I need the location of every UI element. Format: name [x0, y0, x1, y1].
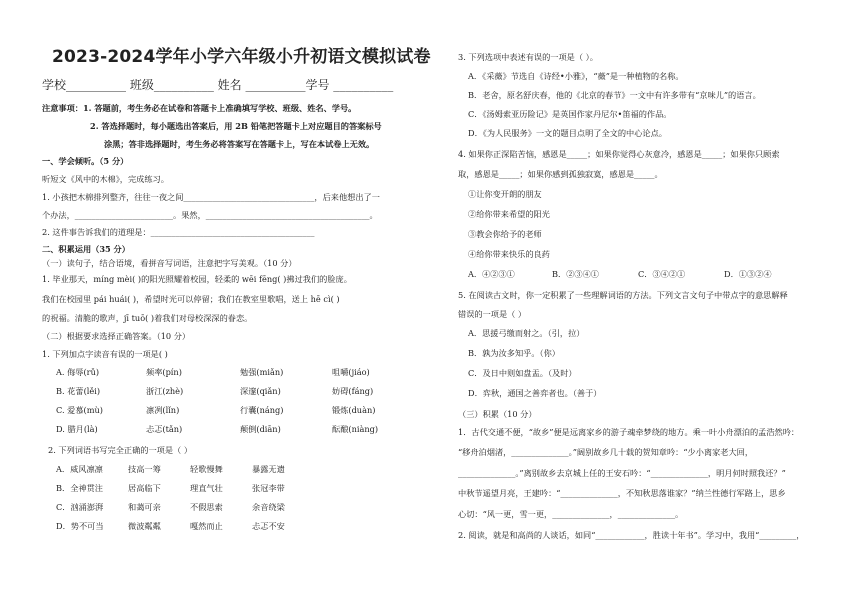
header-fields: 学校__________ 班级__________ 姓名 __________学号 __________	[42, 78, 394, 92]
q1-option: D. 腊月(là)	[56, 424, 98, 434]
q2-option: 张冠李带	[252, 483, 285, 493]
notes-line-2: 2. 答选择题时，每小题选出答案后，用 2B 铅笔把答题卡上对应题目的答案标号	[90, 121, 382, 131]
q4-option: A．④②③①	[468, 269, 515, 279]
question-4-line: 取，感恩是_____；如果你感到孤独寂寞，感恩是_____。	[458, 169, 663, 179]
q1-option: B. 花蕾(lěi)	[56, 386, 101, 396]
q2-option: D．势不可当	[56, 521, 104, 531]
q1-option: C. 爱慕(mù)	[56, 405, 103, 415]
q1-option: 频率(pín)	[146, 367, 182, 377]
q4-option: D．①③②④	[724, 269, 772, 279]
pinyin-line: 的祝福。清脆的歌声，jī tuō( )着我们对母校深深的眷恋。	[42, 313, 253, 323]
q2-option: 嘎然而止	[190, 521, 223, 531]
pinyin-line: 1. 毕业那天，míng mèi( )的阳光照耀着校园，轻柔的 wēi fēng( )拂过我们的脸庞。	[42, 274, 352, 284]
q5-option: C．及日中则如盘盂。（及时）	[468, 368, 577, 378]
q4-option: B．②③④①	[552, 269, 599, 279]
q2-option: 余音绕梁	[252, 502, 285, 512]
q1-option: 凛冽(lǐn)	[146, 405, 180, 415]
section1-line: 2. 这件事告诉我们的道理是：________________________________________	[42, 227, 315, 237]
q1-option: 酝酿(niàng)	[332, 424, 379, 434]
notes-line-3: 涂黑；答非选择题时，考生务必将答案写在答题卡上，写在本试卷上无效。	[104, 139, 375, 149]
pinyin-line: 我们在校园里 pái huái( )，希望时光可以停留；我们在教室里歌唱，送上 hē cì( )	[42, 294, 340, 304]
q3-option: A．《采薇》节选自《诗经•小雅》，“薇”是一种植物的名称。	[468, 71, 684, 81]
question-5-line: 5. 在阅读古文时，你一定积累了一些理解词语的方法。下列文言文句子中带点字的意思解释	[458, 290, 788, 300]
q1-options-grid	[56, 367, 416, 447]
q2-option: 暴露无遗	[252, 464, 285, 474]
q2-options-grid	[56, 464, 416, 544]
q3-option: C．《汤姆索亚历险记》是英国作家丹尼尔•笛福的作品。	[468, 109, 672, 119]
q2-option: B．全神贯注	[56, 483, 103, 493]
q2-option: 忐忑不安	[252, 521, 285, 531]
section3-line: “移舟泊烟渚，______________。”阔别故乡几十载的贺知章吟：“少小离家老大回，	[458, 447, 754, 457]
q1-option: 浙江(zhè)	[146, 386, 184, 396]
section1-line: 1. 小孩把木棉排列整齐，往往一夜之间________________________________，后来他想出了一	[42, 192, 380, 202]
q2-option: 技高一筹	[128, 464, 161, 474]
q2-option: A．威风凛凛	[56, 464, 103, 474]
section3-line: 心切：“风一更，雪一更，______________，______________。	[458, 509, 684, 519]
question-5-line: 错误的一项是（ ）	[458, 309, 527, 319]
q3-option: D．《为人民服务》一文的题目点明了全文的中心论点。	[468, 128, 667, 138]
q2-option: 不假思索	[190, 502, 223, 512]
question-1: 1. 下列加点字读音有误的一项是( )	[42, 349, 168, 359]
section3-line: ______________。”离别故乡去京城上任的王安石吟：“______________，明月何时照我还？”	[458, 468, 786, 478]
section2-heading: 二、积累运用（35 分）	[42, 244, 130, 254]
notes-line-1: 注意事项：1. 答题前，考生务必在试卷和答题卡上准确填写学校、班级、姓名、学号。	[42, 103, 357, 113]
q4-options-row	[468, 269, 848, 283]
section3-line: 1．古代交通不便，“故乡”便是远离家乡的游子魂牵梦绕的地方。乘一叶小舟漂泊的孟浩然吟：	[458, 427, 800, 437]
q2-option: 轻歌慢舞	[190, 464, 223, 474]
q4-item: ①让你变开朗的朋友	[468, 189, 542, 199]
q1-option: A. 侮辱(rǔ)	[56, 367, 100, 377]
q1-option: 深邃(qiǎn)	[240, 386, 281, 396]
q2-option: 和蔼可亲	[128, 502, 161, 512]
q2-option: 居高临下	[128, 483, 161, 493]
q1-option: 忐忑(tǎn)	[146, 424, 183, 434]
section3-sub: （三）积累（10 分）	[458, 409, 537, 419]
exam-title: 2023-2024学年小学六年级小升初语文模拟试卷	[52, 47, 431, 67]
section1-line: 个办法，________________________。果然，________________________________________。	[42, 210, 378, 220]
section3-line: 2. 阅读，就是和高尚的人谈话，如同“____________，胜读十年书”。学习中，我用“_________，	[458, 530, 805, 540]
q2-option: C．汹涌澎湃	[56, 502, 104, 512]
q4-item: ③教会你给予的老师	[468, 229, 542, 239]
q4-item: ②给你带来希望的阳光	[468, 209, 550, 219]
q4-option: C．③④②①	[638, 269, 686, 279]
section2-sub2: （二）根据要求选择正确答案。（10 分）	[42, 331, 191, 341]
q1-option: 锻炼(duàn)	[332, 405, 376, 415]
section3-line: 中秋节遥望月亮，王建吟：“______________，不知秋思落谁家？”纳兰性德行军路上，思乡	[458, 488, 786, 498]
q2-option: 微波粼粼	[128, 521, 161, 531]
q1-option: 咀嚼(jiáo)	[332, 367, 370, 377]
q5-option: B．孰为汝多知乎。（你）	[468, 348, 560, 358]
q1-option: 颠倒(diān)	[240, 424, 281, 434]
question-3: 3. 下列选项中表述有误的一项是（ ）。	[458, 52, 598, 62]
q1-option: 妨碍(fáng)	[332, 386, 374, 396]
q2-option: 理直气壮	[190, 483, 223, 493]
section1-line: 听短文《风中的木棉》，完成练习。	[42, 174, 169, 184]
q1-option: 勉强(miǎn)	[240, 367, 284, 377]
q5-option: A．思援弓缴而射之。（引，拉）	[468, 328, 585, 338]
section2-sub1: （一）读句子，结合语境，看拼音写词语，注意把字写美观。（10 分）	[42, 258, 297, 268]
question-4-line: 4. 如果你正深陷苦恼，感恩是_____；如果你觉得心灰意冷，感恩是_____；如果你只顾索	[458, 149, 780, 159]
section1-heading: 一、学会倾听。（5 分）	[42, 156, 129, 166]
q5-option: D．弈秋，通国之善弈者也。（善于）	[468, 388, 602, 398]
q3-option: B．老舍，原名舒庆春，他的《北京的春节》一文中有许多带有“京味儿”的语言。	[468, 90, 761, 100]
q4-item: ④给你带来快乐的良药	[468, 249, 550, 259]
q1-option: 行囊(náng)	[240, 405, 284, 415]
question-2: 2. 下列词语书写完全正确的一项是（ ）	[48, 445, 193, 455]
